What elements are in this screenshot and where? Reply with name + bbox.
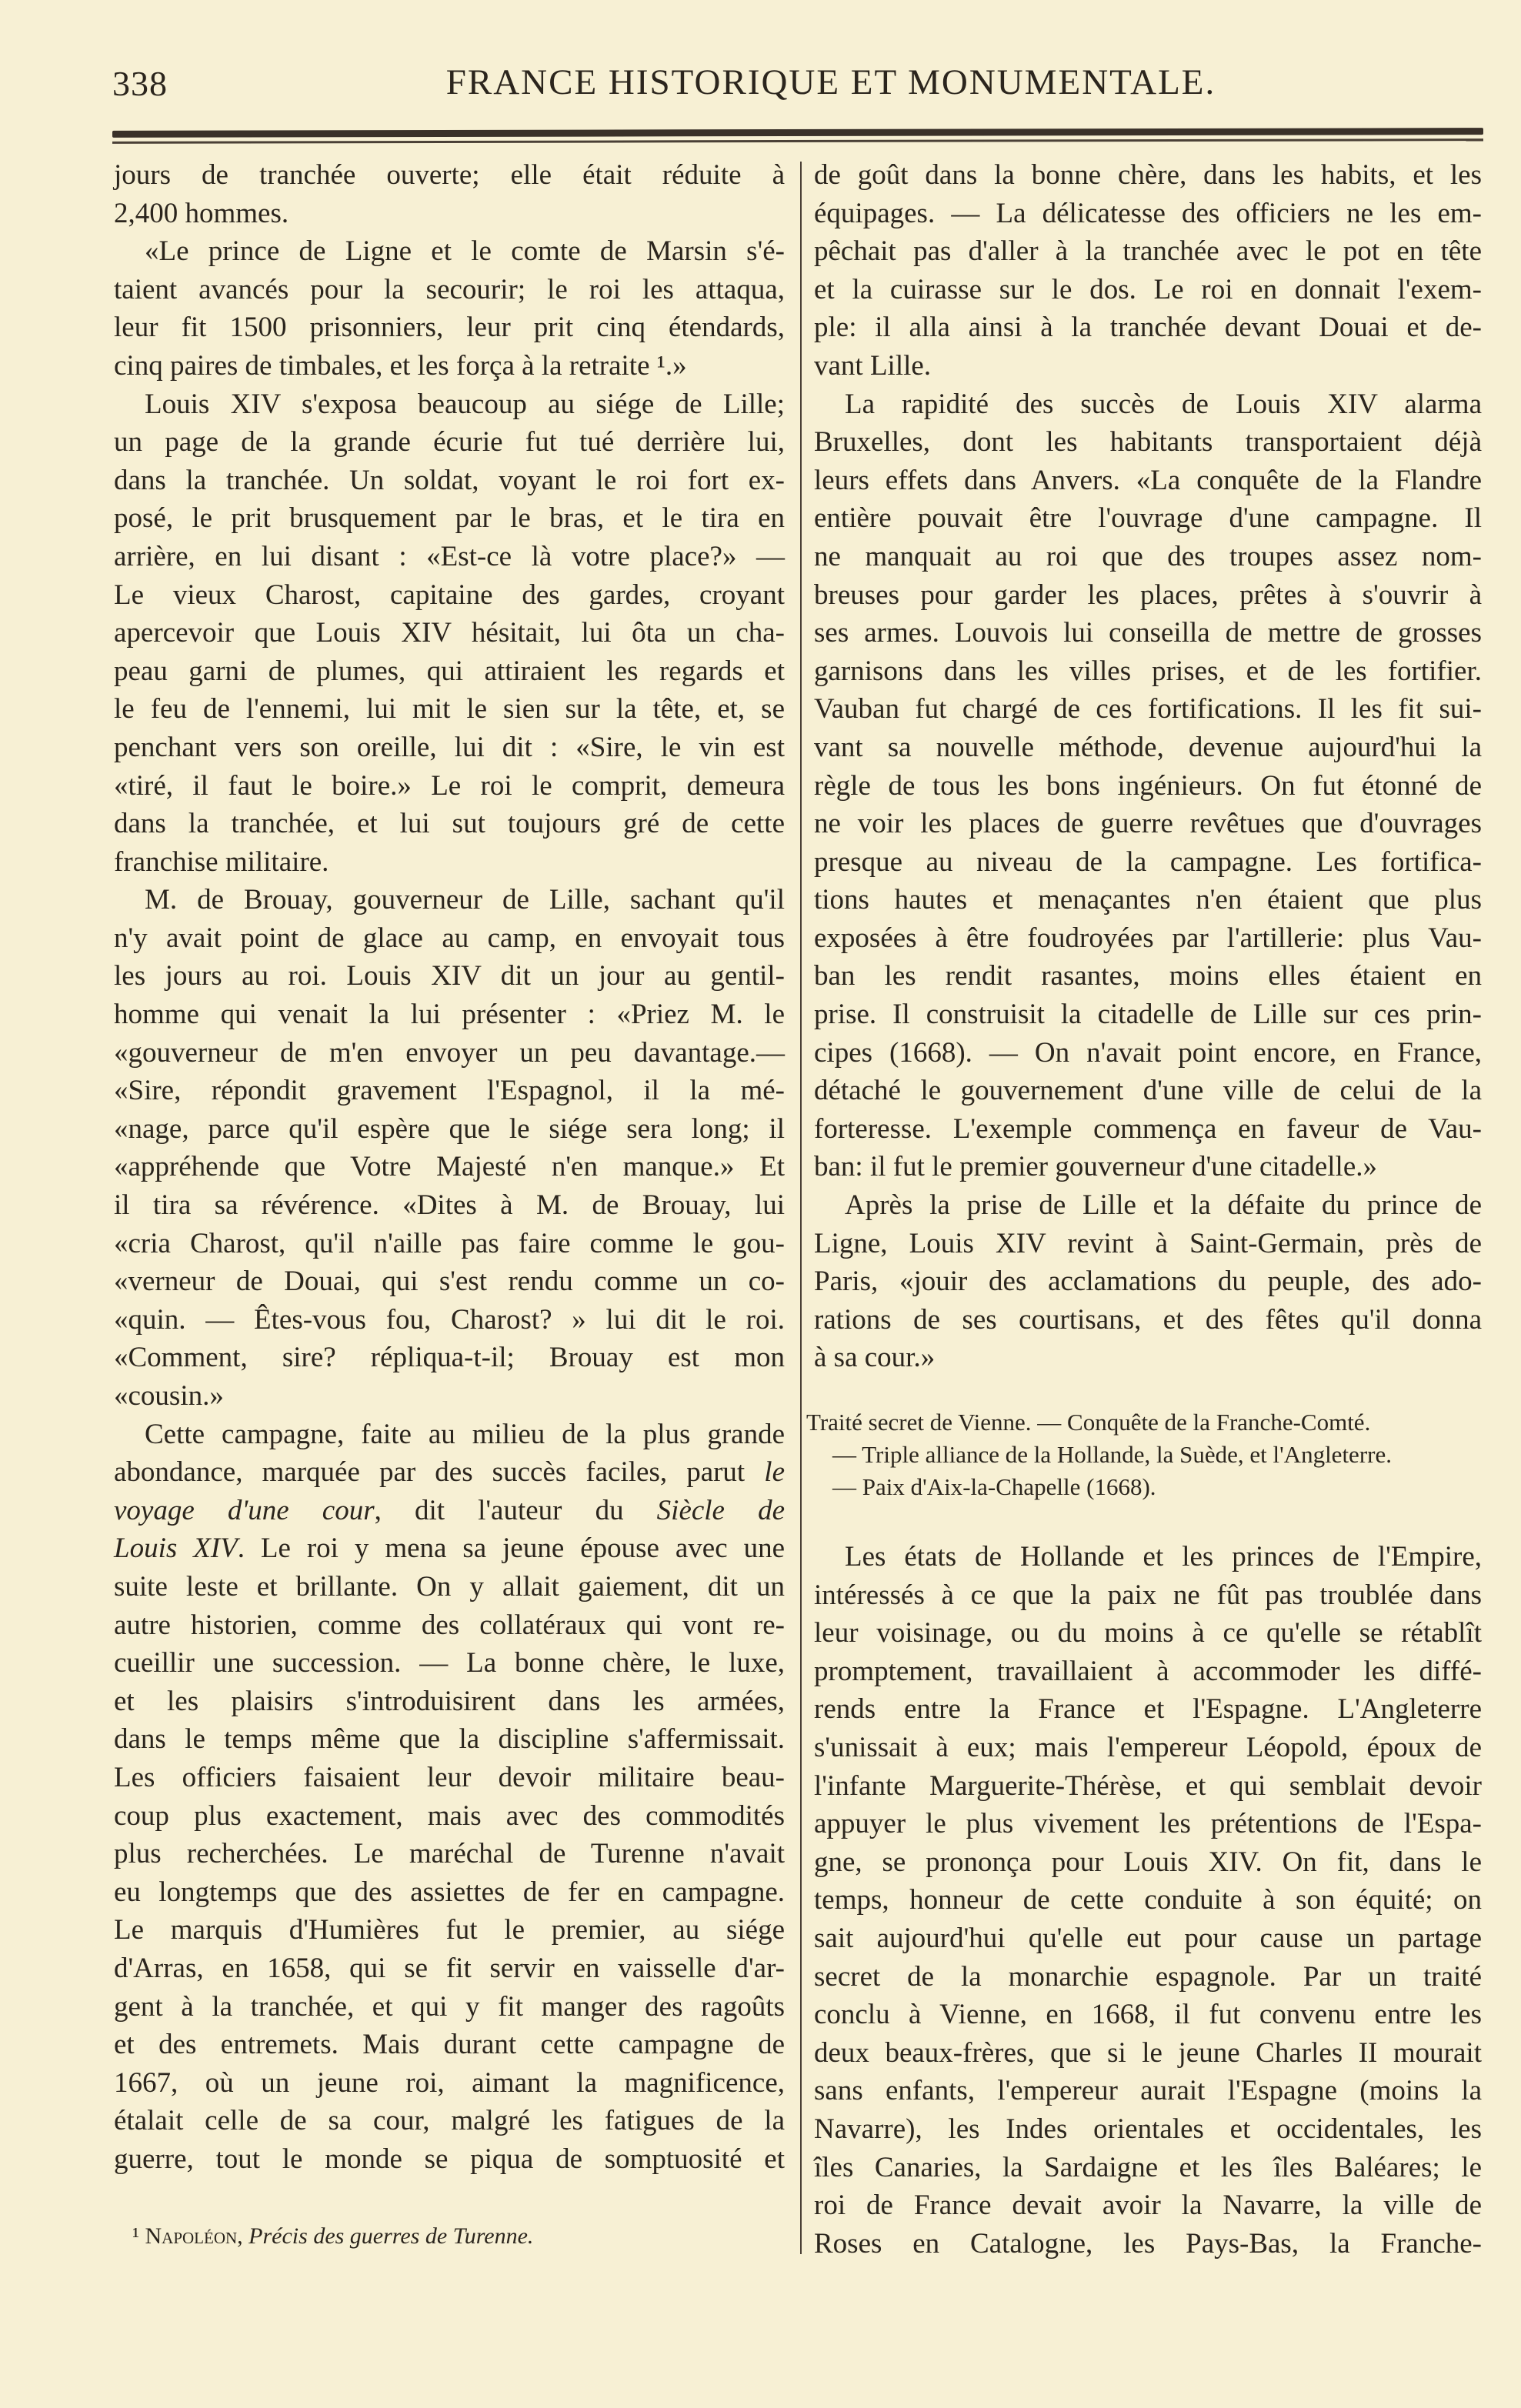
text-segment: les jours au roi. Louis XIV dit un jour au gentil- [114, 960, 785, 992]
text-segment: sans enfants, l'empereur aurait l'Espagne (moins la [814, 2075, 1482, 2107]
text-segment: de goût dans la bonne chère, dans les habits, et les [814, 159, 1482, 191]
text-segment: ban les rendit rasantes, moins elles étaient en [814, 960, 1482, 992]
text-line [814, 996, 1482, 1034]
text-line [114, 690, 785, 729]
text-segment: plus recherchées. Le maréchal de Turenne n'avait [114, 1838, 785, 1870]
text-segment: l'infante Marguerite-Thérèse, et qui semblait devoir [814, 1769, 1482, 1802]
summary-line: — Paix d'Aix-la-Chapelle (1668). [832, 1473, 1156, 1500]
text-line [814, 499, 1482, 538]
text-segment: Après la prise de Lille et la défaite du prince de [845, 1189, 1482, 1222]
text-segment: ple: il alla ainsi à la tranchée devant Douai et de- [814, 312, 1482, 344]
text-segment: ne voir les places de guerre revêtues que d'ouvrages [814, 808, 1482, 840]
text-line [114, 385, 785, 424]
text-line [814, 423, 1482, 462]
text-line [814, 576, 1482, 615]
text-line [114, 1492, 785, 1530]
summary-line: Traité secret de Vienne. — Conquête de la Franche-Comté. [806, 1409, 1371, 1436]
text-line [114, 1797, 785, 1836]
text-segment: posé, le prit brusquement par le bras, et le tira en [114, 502, 785, 535]
text-line [814, 232, 1482, 271]
text-segment: il tira sa révérence. «Dites à M. de Brouay, lui [114, 1189, 785, 1222]
text-line [114, 1644, 785, 1683]
text-line [814, 195, 1482, 233]
text-segment: ses armes. Louvois lui conseilla de mettre de grosses [814, 617, 1482, 649]
text-line [814, 957, 1482, 996]
text-line [114, 843, 785, 882]
text-segment: prise. Il construisit la citadelle de Lille sur ces prin- [814, 999, 1482, 1031]
text-line [814, 538, 1482, 576]
text-segment: forteresse. L'exemple commença en faveur de Vau- [814, 1112, 1482, 1145]
text-segment: un page de la grande écurie fut tué derrière lui, [114, 426, 785, 459]
text-segment: «Comment, sire? répliqua-t-il; Brouay est mon [114, 1342, 785, 1374]
text-segment: à sa cour.» [814, 1342, 936, 1374]
text-line [114, 729, 785, 767]
text-segment: homme qui venait la lui présenter : «Priez M. le [114, 999, 785, 1031]
text-line [814, 1996, 1482, 2034]
text-segment: promptement, travaillaient à accommoder les diffé- [814, 1655, 1482, 1687]
text-line [814, 1767, 1482, 1806]
text-line [814, 462, 1482, 500]
text-segment: s'unissait à eux; mais l'empereur Léopold, époux de [814, 1731, 1482, 1763]
text-segment: appuyer le plus vivement les prétentions de l'Espa- [814, 1808, 1482, 1840]
text-line [114, 2140, 785, 2179]
text-segment: Roses en Catalogne, les Pays-Bas, la Franche- [814, 2227, 1482, 2260]
text-segment: dans la tranchée, et lui sut toujours gré de cette [114, 808, 785, 840]
text-segment: cipes (1668). — On n'avait point encore, en France, [814, 1036, 1482, 1069]
text-segment: Cette campagne, faite au milieu de la plus grande [145, 1418, 785, 1450]
text-segment: , dit l'auteur du [374, 1494, 657, 1526]
text-line [814, 1538, 1482, 1576]
text-segment: 1667, où un jeune roi, aimant la magnificence, [114, 2066, 785, 2099]
text-segment: «appréhende que Votre Majesté n'en manque.» Et [114, 1151, 785, 1183]
text-line [114, 271, 785, 309]
text-line [814, 1919, 1482, 1958]
text-line [814, 1034, 1482, 1072]
text-line [114, 499, 785, 538]
text-line [114, 1949, 785, 1988]
text-segment: breuses pour garder les places, prêtes à s'ouvrir à [814, 579, 1482, 611]
text-segment: garnisons dans les villes prises, et de les fortifier. [814, 655, 1482, 687]
left-column [114, 156, 785, 2178]
text-line [114, 1759, 785, 1797]
text-segment: Le vieux Charost, capitaine des gardes, croyant [114, 579, 785, 611]
text-line [814, 1262, 1482, 1301]
text-segment: eu longtemps que des assiettes de fer en campagne. [114, 1876, 785, 1908]
text-line [114, 462, 785, 500]
footnote: ¹ Napoléon, Précis des guerres de Turenne. [132, 2223, 534, 2249]
text-line [114, 1453, 785, 1492]
text-segment: «tiré, il faut le boire.» Le roi le comprit, demeura [114, 769, 785, 802]
text-line [114, 1416, 785, 1454]
text-line [114, 2064, 785, 2103]
text-line [114, 1835, 785, 1873]
footnote-mark: ¹ [132, 2223, 139, 2249]
text-line [814, 1072, 1482, 1110]
text-line [814, 309, 1482, 347]
text-segment: temps, honneur de cette conduite à son équité; on [814, 1884, 1482, 1916]
text-line [814, 843, 1482, 882]
text-line [114, 1720, 785, 1759]
text-segment: deux beaux-frères, que si le jeune Charles II mourait [814, 2036, 1482, 2069]
text-line [114, 2026, 785, 2064]
text-line [114, 1377, 785, 1416]
text-segment: vant sa nouvelle méthode, devenue aujourd'hui la [814, 731, 1482, 763]
text-line [814, 1186, 1482, 1225]
text-line [814, 1614, 1482, 1653]
text-line [114, 919, 785, 958]
text-segment: Le marquis d'Humières fut le premier, au siége [114, 1914, 785, 1946]
text-segment: coup plus exactement, mais avec des commodités [114, 1799, 785, 1832]
text-segment: le feu de l'ennemi, lui mit le sien sur la tête, et, se [114, 693, 785, 725]
text-segment: sait aujourd'hui qu'elle eut pour cause un partage [814, 1922, 1482, 1954]
text-line [814, 2225, 1482, 2263]
text-segment: rends entre la France et l'Espagne. L'Angleterre [814, 1693, 1482, 1726]
text-line [814, 156, 1482, 195]
text-segment: Les officiers faisaient leur devoir militaire beau- [114, 1761, 785, 1793]
text-segment: guerre, tout le monde se piqua de somptuosité et [114, 2143, 785, 2175]
text-segment: secret de la monarchie espagnole. Par un traité [814, 1960, 1482, 1993]
text-line [114, 1262, 785, 1301]
text-line [114, 1988, 785, 2026]
text-line [814, 2072, 1482, 2110]
page-number: 338 [112, 64, 168, 103]
italic-text: voyage d'une cour [114, 1494, 375, 1526]
right-column-top [814, 156, 1482, 1377]
text-segment: exposées à être foudroyées par l'artillerie: plus Vau- [814, 922, 1482, 954]
text-line [114, 767, 785, 805]
text-line [814, 919, 1482, 958]
text-line [114, 156, 785, 195]
text-segment: dans le temps même que la discipline s'affermissait. [114, 1723, 785, 1756]
text-segment: peau garni de plumes, qui attiraient les regards et [114, 655, 785, 687]
text-segment: tions hautes et menaçantes n'en étaient que plus [814, 884, 1482, 916]
text-segment: entière pouvait être l'ouvrage d'une campagne. Il [814, 502, 1482, 535]
text-segment: «verneur de Douai, qui s'est rendu comme un co- [114, 1266, 785, 1298]
text-line [814, 1301, 1482, 1339]
text-segment: abondance, marquée par des succès faciles, parut [114, 1456, 765, 1489]
text-segment: «quin. — Êtes-vous fou, Charost? » lui dit le roi. [114, 1303, 785, 1336]
italic-text: Siècle de [656, 1494, 785, 1526]
text-segment: leur fit 1500 prisonniers, leur prit cinq étendards, [114, 312, 785, 344]
header-rule-thin [112, 138, 1483, 144]
text-segment: Les états de Hollande et les princes de l'Empire, [845, 1541, 1482, 1573]
text-line [814, 690, 1482, 729]
text-line [114, 232, 785, 271]
text-line [114, 881, 785, 919]
text-line [814, 1110, 1482, 1149]
text-segment: Louis XIV s'exposa beaucoup au siége de Lille; [145, 388, 785, 420]
text-segment: «Sire, répondit gravement l'Espagnol, il la mé- [114, 1075, 785, 1107]
text-line [114, 996, 785, 1034]
text-segment: ban: il fut le premier gouverneur d'une citadelle.» [814, 1151, 1377, 1183]
text-line [814, 805, 1482, 843]
text-segment: arrière, en lui disant : «Est-ce là votre place?» — [114, 540, 785, 572]
text-segment: îles Canaries, la Sardaigne et les îles Baléares; le [814, 2151, 1482, 2183]
text-segment: leurs effets dans Anvers. «La conquête de la Flandre [814, 464, 1482, 496]
text-segment: autre historien, comme des collatéraux qui vont re- [114, 1609, 785, 1641]
text-segment: «gouverneur de m'en envoyer un peu davantage.— [114, 1036, 785, 1069]
text-segment: taient avancés pour la secourir; le roi les attaqua, [114, 273, 785, 305]
text-line [814, 1339, 1482, 1377]
text-line [814, 652, 1482, 691]
text-segment: M. de Brouay, gouverneur de Lille, sachant qu'il [145, 884, 785, 916]
text-line [114, 347, 785, 385]
text-segment: apercevoir que Louis XIV hésitait, lui ôta un cha- [114, 617, 785, 649]
text-segment: Vauban fut chargé de ces fortifications. Il les fit sui- [814, 693, 1482, 725]
text-segment: roi de France devait avoir la Navarre, la ville de [814, 2190, 1482, 2222]
text-line [814, 881, 1482, 919]
text-segment: 2,400 hommes. [114, 197, 289, 229]
footnote-author: Napoléon [145, 2223, 238, 2249]
text-segment: et des entremets. Mais durant cette campagne de [114, 2029, 785, 2061]
text-segment: règle de tous les bons ingénieurs. On fut étonné de [814, 769, 1482, 802]
text-line [114, 1568, 785, 1606]
text-line [114, 1301, 785, 1339]
text-line [814, 2110, 1482, 2149]
text-segment: et les plaisirs s'introduisirent dans les armées, [114, 1685, 785, 1717]
column-divider [800, 162, 802, 2254]
text-segment: suite leste et brillante. On y allait gaiement, dit un [114, 1570, 785, 1603]
text-segment: «nage, parce qu'il espère que le siége sera long; il [114, 1112, 785, 1145]
text-line [814, 1881, 1482, 1919]
italic-text: Louis XIV [114, 1533, 238, 1565]
text-line [114, 309, 785, 347]
text-segment: équipages. — La délicatesse des officiers ne les em- [814, 197, 1482, 229]
text-line [814, 1805, 1482, 1843]
text-line [114, 1339, 785, 1377]
text-line [814, 1148, 1482, 1186]
text-segment: Paris, «jouir des acclamations du peuple, des ado- [814, 1266, 1482, 1298]
text-line [114, 2102, 785, 2140]
footnote-work: Précis des guerres de Turenne. [248, 2223, 534, 2249]
text-line [814, 1729, 1482, 1767]
text-segment: cueillir une succession. — La bonne chère, le luxe, [114, 1647, 785, 1679]
text-segment: Ligne, Louis XIV revint à Saint-Germain, près de [814, 1227, 1482, 1259]
text-line [114, 1683, 785, 1721]
header-rule-thick [112, 128, 1483, 138]
text-line [114, 1186, 785, 1225]
text-segment: dans la tranchée. Un soldat, voyant le roi fort ex- [114, 464, 785, 496]
text-line [114, 538, 785, 576]
text-segment: Navarre), les Indes orientales et occidentales, les [814, 2113, 1482, 2145]
italic-text: le [764, 1456, 785, 1489]
text-line [114, 576, 785, 615]
text-segment: «cria Charost, qu'il n'aille pas faire comme le gou- [114, 1227, 785, 1259]
text-line [814, 1653, 1482, 1691]
text-segment: étalait celle de sa cour, malgré les fatigues de la [114, 2105, 785, 2137]
text-segment: franchise militaire. [114, 845, 329, 878]
text-line [814, 2186, 1482, 2225]
text-line [114, 1529, 785, 1568]
text-line [814, 385, 1482, 424]
text-segment: Bruxelles, dont les habitants transportaient déjà [814, 426, 1482, 459]
text-segment: ne manquait au roi que des troupes assez nom- [814, 540, 1482, 572]
text-segment: vant Lille. [814, 349, 932, 382]
text-line [114, 1225, 785, 1263]
text-line [114, 1148, 785, 1186]
text-segment: et la cuirasse sur le dos. Le roi en donnait l'exem- [814, 273, 1482, 305]
text-segment: leur voisinage, ou du moins à ce qu'elle se rétablît [814, 1617, 1482, 1649]
text-line [814, 1958, 1482, 1996]
summary-line: — Triple alliance de la Hollande, la Suède, et l'Angleterre. [832, 1441, 1392, 1468]
text-segment: . Le roi y mena sa jeune épouse avec une [237, 1533, 785, 1565]
text-segment: «Le prince de Ligne et le comte de Marsin s'é- [145, 235, 785, 268]
text-line [114, 1110, 785, 1149]
text-line [114, 1911, 785, 1949]
text-segment: d'Arras, en 1658, qui se fit servir en vaisselle d'ar- [114, 1952, 785, 1984]
text-segment: presque au niveau de la campagne. Les fortifica- [814, 845, 1482, 878]
text-line [814, 2034, 1482, 2073]
text-segment: n'y avait point de glace au camp, en envoyait tous [114, 922, 785, 954]
text-segment: conclu à Vienne, en 1668, il fut convenu entre les [814, 1999, 1482, 2031]
text-segment: intéressés à ce que la paix ne fût pas troublée dans [814, 1579, 1482, 1611]
text-line [114, 652, 785, 691]
running-title: FRANCE HISTORIQUE ET MONUMENTALE. [445, 62, 1216, 102]
text-line [114, 1873, 785, 1912]
section-summary [806, 1406, 1468, 1503]
text-line [814, 614, 1482, 652]
text-line [814, 1225, 1482, 1263]
text-line [814, 1843, 1482, 1882]
text-segment: rations de ses courtisans, et des fêtes qu'il donna [814, 1303, 1482, 1336]
text-line [114, 1034, 785, 1072]
text-line [114, 423, 785, 462]
text-segment: pêchait pas d'aller à la tranchée avec le pot en tête [814, 235, 1482, 268]
text-segment: jours de tranchée ouverte; elle était réduite à [114, 159, 785, 191]
text-line [114, 195, 785, 233]
text-segment: cinq paires de timbales, et les força à la retraite ¹.» [114, 349, 687, 382]
text-line [114, 614, 785, 652]
text-line [814, 271, 1482, 309]
text-line [814, 729, 1482, 767]
text-line [814, 1690, 1482, 1729]
text-segment: gne, se prononça pour Louis XIV. On fit, dans le [814, 1846, 1482, 1878]
text-line [114, 957, 785, 996]
text-segment: La rapidité des succès de Louis XIV alarma [845, 388, 1482, 420]
text-line [114, 805, 785, 843]
text-segment: détaché le gouvernement d'une ville de celui de la [814, 1075, 1482, 1107]
text-line [114, 1072, 785, 1110]
text-segment: gent à la tranchée, et qui y fit manger des ragoûts [114, 1990, 785, 2023]
text-segment: penchant vers son oreille, lui dit : «Sire, le vin est [114, 731, 785, 763]
right-column-bottom [814, 1538, 1482, 2263]
text-line [814, 767, 1482, 805]
text-line [814, 2149, 1482, 2187]
text-line [814, 347, 1482, 385]
text-line [114, 1606, 785, 1645]
text-segment: «cousin.» [114, 1380, 224, 1412]
text-line [814, 1576, 1482, 1615]
